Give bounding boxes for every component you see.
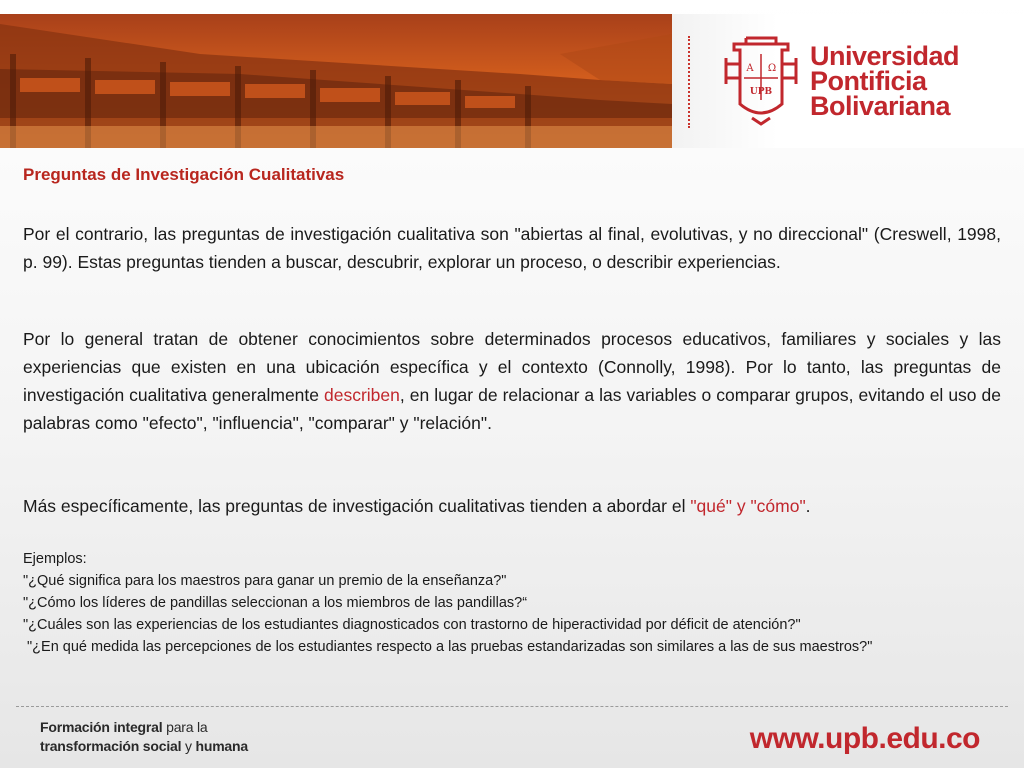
footer-divider [16,706,1008,707]
paragraph-2-text-a: Por lo general tratan de obtener conocimientos sobre determinados procesos educativos, familiares y sociales y las experiencias que existen en una ubicación específica y el contexto (Connolly, 1998). Por lo tanto, las preguntas de investigación cualitativa generalmente [23,329,1001,405]
website-url-link[interactable]: www.upb.edu.co [749,722,980,755]
paragraph-3-text-b: . [805,496,811,516]
slogan-line-2-light: y [181,738,196,754]
slide-content [23,164,1001,655]
example-item-3: "¿Cuáles son las experiencias de los estudiantes diagnosticados con trastorno de hiperactividad por déficit de atención?" [23,617,801,633]
highlight-que-como: "qué" y "cómo" [690,496,806,516]
example-item-4: "¿En qué medida las percepciones de los estudiantes respecto a las pruebas estandarizadas son similares a las de sus maestros?" [23,639,873,655]
crest-letters-upb: UPB [749,87,773,97]
highlight-describen: describen [324,385,400,405]
slogan-line-2-bold: transformación social [40,738,182,754]
slogan-line-2-bold2: humana [195,738,248,754]
slide-header [0,0,1024,148]
crest-letter-alpha: A [746,63,754,74]
paragraph-3-text-a: Más específicamente, las preguntas de investigación cualitativas tienden a abordar el [23,496,691,516]
paragraph-3 [23,492,1001,520]
university-name-line2: Pontificia [810,66,927,96]
paragraph-2 [23,325,1001,437]
slogan-line-1 [40,718,248,737]
examples-list [23,548,1001,658]
paragraph-2-text-b: , en lugar de relacionar a las variables o comparar grupos, evitando el uso de palabras como "efecto", "influencia", "comparar" y "relación". [23,385,1001,433]
university-name-line1: Universidad [810,41,960,71]
examples-label: Ejemplos: [23,551,87,567]
example-item-2: "¿Cómo los líderes de pandillas seleccionan a los miembros de las pandillas?“ [23,595,528,611]
slogan-line-1-light: para la [162,719,208,735]
paragraph-1: Por el contrario, las preguntas de investigación cualitativa son "abiertas al final, evolutivas, y no direccional" (Creswell, 1998, p. 99). Estas preguntas tienden a buscar, descubrir, explorar un proceso, o describir experiencias. [23,224,1001,272]
footer-slogan [40,718,248,756]
campus-photo [0,14,672,148]
logo-divider [688,36,690,128]
university-name [810,41,960,121]
slide-title: Preguntas de Investigación Cualitativas [23,165,345,184]
example-item-1: "¿Qué significa para los maestros para ganar un premio de la enseñanza?" [23,573,507,589]
crest-letter-omega: Ω [767,63,777,74]
slogan-line-2 [40,737,248,756]
campus-building-illustration [0,14,672,148]
slogan-line-1-bold: Formación integral [40,719,163,735]
university-name-line3: Bolivariana [810,91,951,121]
university-crest-icon [720,34,802,126]
